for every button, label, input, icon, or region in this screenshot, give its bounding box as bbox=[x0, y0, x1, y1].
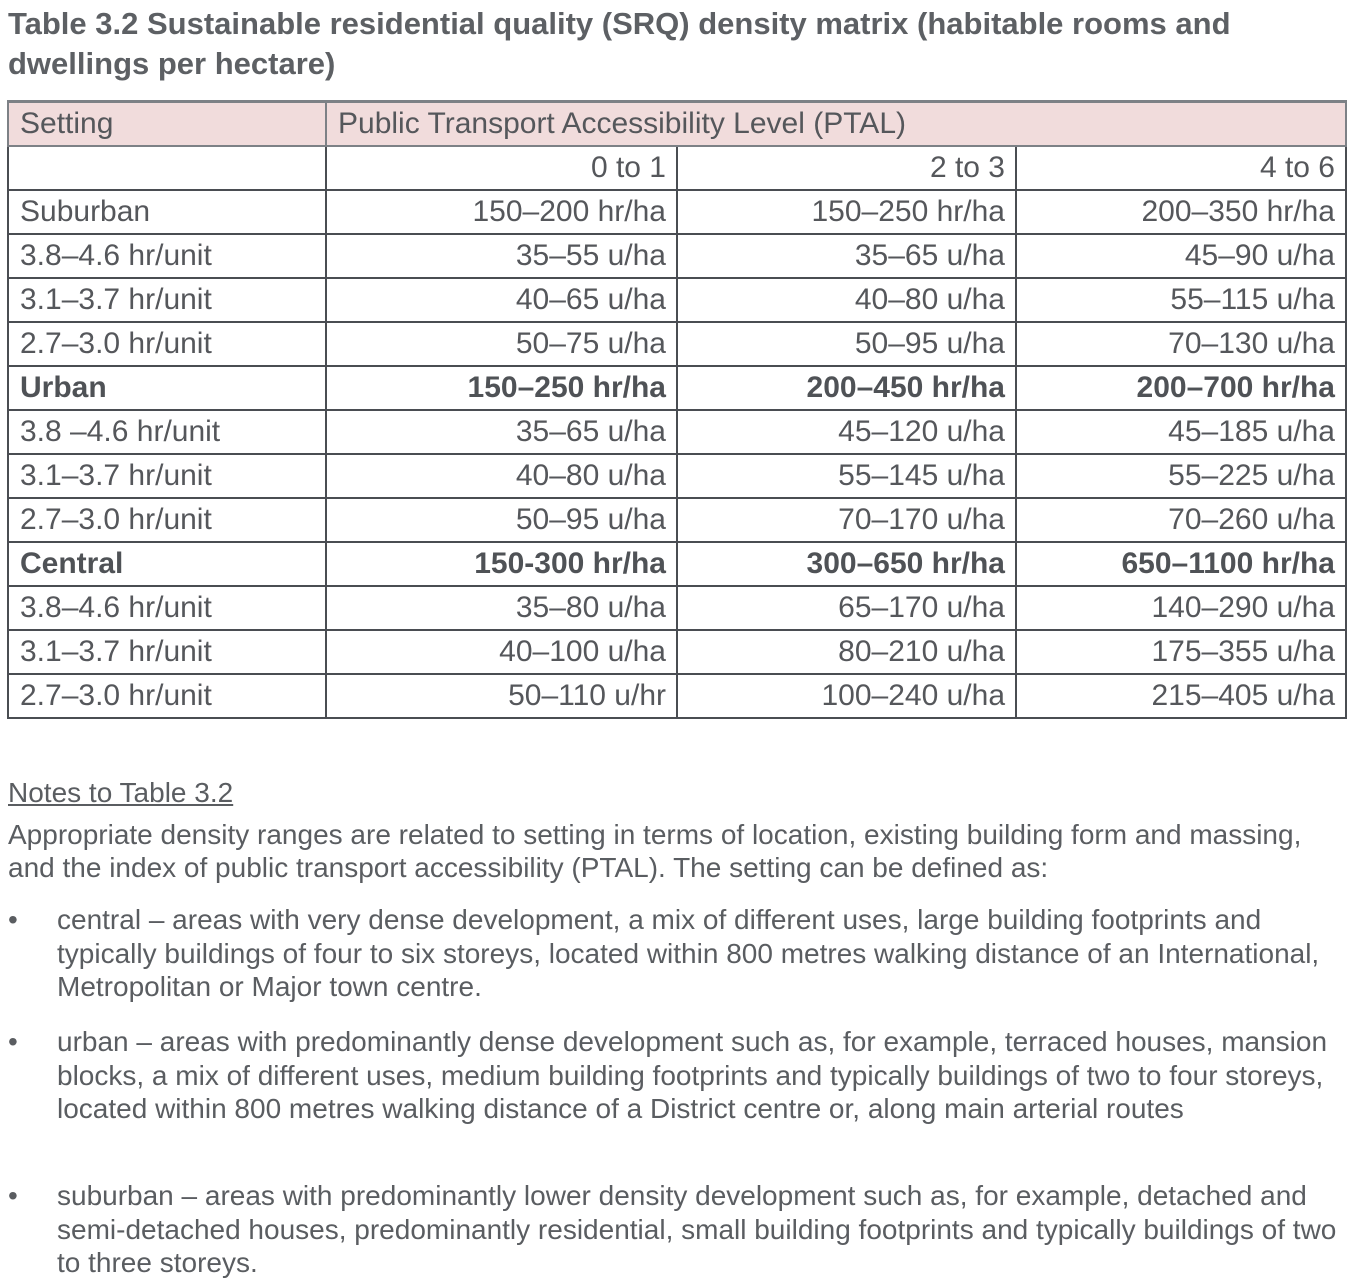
density-cell: 55–145 u/ha bbox=[677, 454, 1016, 498]
notes-heading: Notes to Table 3.2 bbox=[8, 777, 234, 808]
header-setting: Setting bbox=[8, 102, 326, 147]
table-title: Table 3.2 Sustainable residential quality (SRQ) density matrix (habitable rooms and dwellings per hectare) bbox=[8, 6, 1231, 81]
density-cell: 45–90 u/ha bbox=[1016, 234, 1346, 278]
density-cell: 300–650 hr/ha bbox=[677, 542, 1016, 586]
density-cell: 35–80 u/ha bbox=[326, 586, 677, 630]
table-row bbox=[8, 630, 1346, 674]
density-cell: 40–80 u/ha bbox=[677, 278, 1016, 322]
density-cell: 175–355 u/ha bbox=[1016, 630, 1346, 674]
density-cell: 150–200 hr/ha bbox=[326, 190, 677, 234]
row-label: 2.7–3.0 hr/unit bbox=[8, 674, 326, 718]
ptal-band-blank bbox=[8, 146, 326, 190]
note-bullet-central bbox=[8, 903, 1343, 1004]
density-cell: 70–170 u/ha bbox=[677, 498, 1016, 542]
density-matrix-body bbox=[8, 102, 1346, 719]
note-bullet-suburban bbox=[8, 1179, 1343, 1280]
density-cell: 70–130 u/ha bbox=[1016, 322, 1346, 366]
density-cell: 70–260 u/ha bbox=[1016, 498, 1346, 542]
density-cell: 40–100 u/ha bbox=[326, 630, 677, 674]
density-cell: 55–225 u/ha bbox=[1016, 454, 1346, 498]
table-row bbox=[8, 454, 1346, 498]
row-label: Urban bbox=[8, 366, 326, 410]
table-row bbox=[8, 542, 1346, 586]
density-cell: 650–1100 hr/ha bbox=[1016, 542, 1346, 586]
density-cell: 45–185 u/ha bbox=[1016, 410, 1346, 454]
row-label: Suburban bbox=[8, 190, 326, 234]
row-label: Central bbox=[8, 542, 326, 586]
note-bullet-urban bbox=[8, 1025, 1343, 1126]
density-cell: 35–65 u/ha bbox=[326, 410, 677, 454]
note-text-urban: urban – areas with predominantly dense development such as, for example, terraced houses, mansion blocks, a mix of different uses, medium building footprints and typically buildings of two to four storeys, located within 800 metres walking distance of a District centre or, along main arterial routes bbox=[57, 1026, 1328, 1124]
density-cell: 55–115 u/ha bbox=[1016, 278, 1346, 322]
density-matrix-table bbox=[7, 100, 1347, 719]
density-cell: 35–65 u/ha bbox=[677, 234, 1016, 278]
notes-intro: Appropriate density ranges are related to setting in terms of location, existing building form and massing, and the index of public transport accessibility (PTAL). The setting can be defined as: bbox=[8, 819, 1302, 883]
row-label: 2.7–3.0 hr/unit bbox=[8, 498, 326, 542]
row-label: 2.7–3.0 hr/unit bbox=[8, 322, 326, 366]
row-label: 3.1–3.7 hr/unit bbox=[8, 630, 326, 674]
table-row bbox=[8, 410, 1346, 454]
density-cell: 65–170 u/ha bbox=[677, 586, 1016, 630]
table-row bbox=[8, 586, 1346, 630]
density-cell: 200–450 hr/ha bbox=[677, 366, 1016, 410]
note-text-suburban: suburban – areas with predominantly lower density development such as, for example, detached and semi-detached houses, predominantly residential, small building footprints and typically buildings of two to three storeys. bbox=[57, 1180, 1337, 1278]
bullet-dot: • bbox=[8, 1180, 18, 1211]
density-cell: 215–405 u/ha bbox=[1016, 674, 1346, 718]
density-cell: 45–120 u/ha bbox=[677, 410, 1016, 454]
density-cell: 35–55 u/ha bbox=[326, 234, 677, 278]
density-cell: 50–75 u/ha bbox=[326, 322, 677, 366]
table-row bbox=[8, 366, 1346, 410]
density-cell: 150–250 hr/ha bbox=[677, 190, 1016, 234]
density-cell: 150–250 hr/ha bbox=[326, 366, 677, 410]
density-cell: 50–95 u/ha bbox=[326, 498, 677, 542]
header-ptal: Public Transport Accessibility Level (PTAL) bbox=[326, 102, 1346, 147]
table-row bbox=[8, 498, 1346, 542]
density-cell: 50–95 u/ha bbox=[677, 322, 1016, 366]
table-row bbox=[8, 674, 1346, 718]
density-cell: 40–80 u/ha bbox=[326, 454, 677, 498]
density-cell: 100–240 u/ha bbox=[677, 674, 1016, 718]
table-row bbox=[8, 190, 1346, 234]
ptal-band-0-1: 0 to 1 bbox=[326, 146, 677, 190]
density-cell: 50–110 u/hr bbox=[326, 674, 677, 718]
table-row bbox=[8, 278, 1346, 322]
ptal-band-2-3: 2 to 3 bbox=[677, 146, 1016, 190]
row-label: 3.8–4.6 hr/unit bbox=[8, 234, 326, 278]
density-cell: 80–210 u/ha bbox=[677, 630, 1016, 674]
density-cell: 40–65 u/ha bbox=[326, 278, 677, 322]
ptal-band-row bbox=[8, 146, 1346, 190]
row-label: 3.1–3.7 hr/unit bbox=[8, 278, 326, 322]
table-header-row bbox=[8, 102, 1346, 147]
table-row bbox=[8, 322, 1346, 366]
density-cell: 140–290 u/ha bbox=[1016, 586, 1346, 630]
density-cell: 150-300 hr/ha bbox=[326, 542, 677, 586]
density-cell: 200–700 hr/ha bbox=[1016, 366, 1346, 410]
bullet-dot: • bbox=[8, 1026, 18, 1057]
row-label: 3.8 –4.6 hr/unit bbox=[8, 410, 326, 454]
ptal-band-4-6: 4 to 6 bbox=[1016, 146, 1346, 190]
note-text-central: central – areas with very dense development, a mix of different uses, large building footprints and typically buildings of four to six storeys, located within 800 metres walking distance of an International, Metropolitan or Major town centre. bbox=[57, 904, 1320, 1002]
density-cell: 200–350 hr/ha bbox=[1016, 190, 1346, 234]
row-label: 3.1–3.7 hr/unit bbox=[8, 454, 326, 498]
table-row bbox=[8, 234, 1346, 278]
bullet-dot: • bbox=[8, 904, 18, 935]
row-label: 3.8–4.6 hr/unit bbox=[8, 586, 326, 630]
